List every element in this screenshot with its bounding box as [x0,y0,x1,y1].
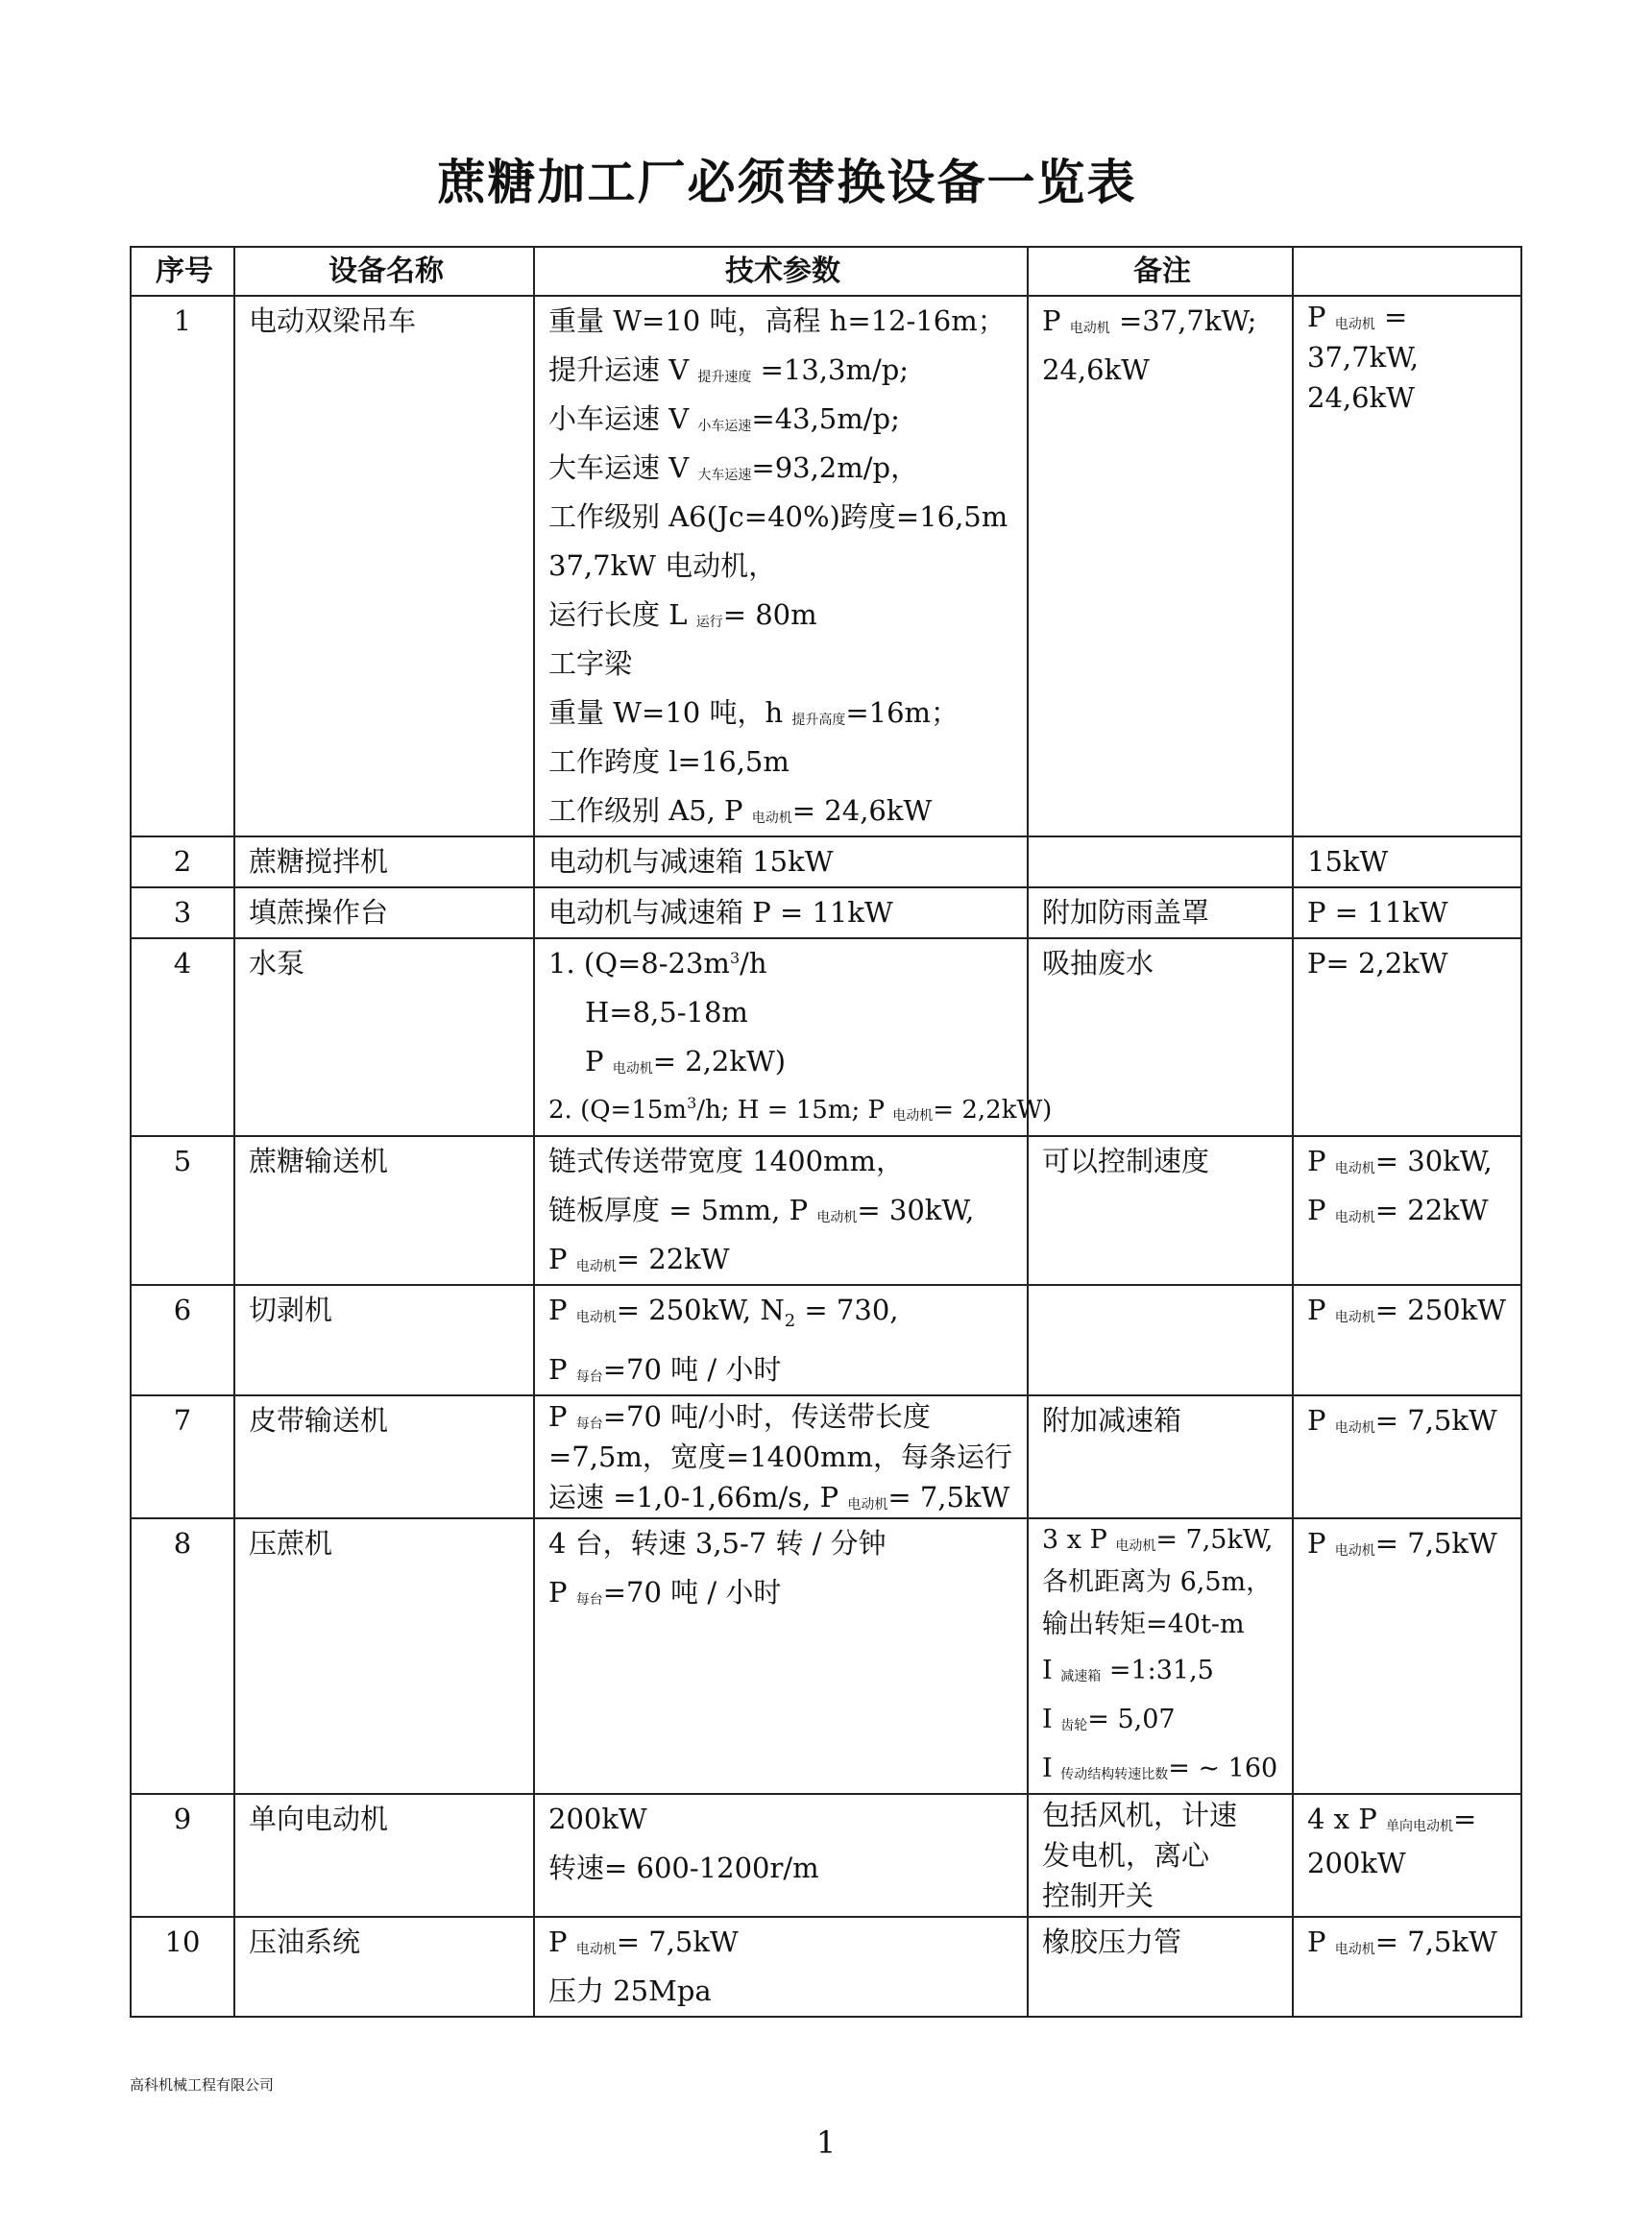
remarks: 3 x P $_{电动机}$= 7,5kW, 各机距离为 6,5m， 输出转矩=40t-m I $_{减速箱}$ =1:31,5 I $_{齿轮}$= 5,07 I $_{传动结构转速比数}$= ~ 160 [1028,1518,1293,1794]
table-row [131,1395,1521,1518]
row-number: 2 [131,836,234,887]
equipment-table [130,246,1522,2018]
company-name: 高科机械工程有限公司 [130,2076,275,2094]
technical-params: P $_{电动机}$= 7,5kW 压力 25Mpa [534,1917,1028,2017]
extra-power: 15kW [1293,836,1521,887]
table-row [131,938,1521,1136]
table-row [131,1794,1521,1917]
equipment-name: 单向电动机 [234,1794,534,1917]
header-equipment-name: 设备名称 [234,247,534,296]
table-row [131,1518,1521,1794]
row-number: 4 [131,938,234,1136]
table-row [131,836,1521,887]
equipment-name: 压油系统 [234,1917,534,2017]
extra-power: P $_{电动机}$= 250kW [1293,1285,1521,1395]
page-number: 1 [815,2124,837,2161]
extra-power: P $_{电动机}$ = 37,7kW, 24,6kW [1293,296,1521,836]
remarks: 可以控制速度 [1028,1136,1293,1285]
row-number: 9 [131,1794,234,1917]
technical-params: 电动机与减速箱 15kW [534,836,1028,887]
remarks: 吸抽废水 [1028,938,1293,1136]
extra-power: P $_{电动机}$= 30kW, P $_{电动机}$= 22kW [1293,1136,1521,1285]
remarks: 附加减速箱 [1028,1395,1293,1518]
param-line: 小车运速 V $_{小车运速}$=43,5m/p; [548,402,900,435]
table-row [131,296,1521,836]
row-number: 3 [131,887,234,938]
row-number: 7 [131,1395,234,1518]
remarks: 橡胶压力管 [1028,1917,1293,2017]
table-row [131,1917,1521,2017]
table-row [131,1136,1521,1285]
remarks: 附加防雨盖罩 [1028,887,1293,938]
row-number: 6 [131,1285,234,1395]
extra-power: P= 2,2kW [1293,938,1521,1136]
table-row [131,1285,1521,1395]
header-extra [1293,247,1521,296]
header-remarks: 备注 [1028,247,1293,296]
row-number: 8 [131,1518,234,1794]
param-line: 工作级别 A5, P $_{电动机}$= 24,6kW [548,794,933,827]
param-line: 重量 W=10 吨，高程 h=12-16m； [548,304,1006,337]
page-title: 蔗糖加工厂必须替换设备一览表 [437,154,1137,210]
table-header-row [131,247,1521,296]
equipment-name: 水泵 [234,938,534,1136]
table-row [131,887,1521,938]
technical-params: P $_{电动机}$= 250kW, $N_2 = 730$, P $_{每台}$=70 吨 / 小时 [534,1285,1028,1395]
equipment-name: 蔗糖搅拌机 [234,836,534,887]
extra-power: 4 x P $_{单向电动机}$= 200kW [1293,1794,1521,1917]
equipment-name: 电动双梁吊车 [234,296,534,836]
remarks: 包括风机，计速 发电机，离心 控制开关 [1028,1794,1293,1917]
equipment-name: 填蔗操作台 [234,887,534,938]
param-line: 工字梁 [548,647,633,680]
extra-power: P $_{电动机}$= 7,5kW [1293,1518,1521,1794]
extra-power: P $_{电动机}$= 7,5kW [1293,1917,1521,2017]
technical-params: 200kW 转速= 600-1200r/m [534,1794,1028,1917]
technical-params [534,296,1028,836]
header-technical-params: 技术参数 [534,247,1028,296]
technical-params: P $_{每台}$=70 吨/小时，传送带长度 =7,5m，宽度=1400mm，每条运行 运速 =1,0-1,66m/s, P $_{电动机}$= 7,5kW [534,1395,1028,1518]
remarks [1028,1285,1293,1395]
remarks: P $_{电动机}$ =37,7kW; 24,6kW [1028,296,1293,836]
equipment-name: 皮带输送机 [234,1395,534,1518]
technical-params: 1. ($Q=8-23m^3/h$ H=8,5-18m P $_{电动机}$= 2,2kW) 2. ($Q=15m^3/h$; H = 15m; P $_{电动机}$= 2,2kW) [534,938,1028,1136]
header-no: 序号 [131,247,234,296]
technical-params: 链式传送带宽度 1400mm， 链板厚度 = 5mm, P $_{电动机}$= 30kW, P $_{电动机}$= 22kW [534,1136,1028,1285]
param-line: 运行长度 L $_{运行}$= 80m [548,598,817,631]
param-line: 重量 W=10 吨，h $_{提升高度}$=16m； [548,696,960,729]
equipment-name: 蔗糖输送机 [234,1136,534,1285]
param-line: 工作跨度 l=16,5m [548,745,790,778]
param-line: 37,7kW 电动机， [548,549,777,582]
remarks [1028,836,1293,887]
equipment-name: 切剥机 [234,1285,534,1395]
param-line: 大车运速 V $_{大车运速}$=93,2m/p， [548,451,919,484]
param-line: 提升运速 V $_{提升速度}$ =13,3m/p; [548,353,910,386]
row-number: 1 [131,296,234,836]
param-line: 工作级别 A6(Jc=40%)跨度=16,5m [548,500,1008,533]
extra-power: P = 11kW [1293,887,1521,938]
technical-params: 4 台，转速 3,5-7 转 / 分钟 P $_{每台}$=70 吨 / 小时 [534,1518,1028,1794]
row-number: 10 [131,1917,234,2017]
extra-power: P $_{电动机}$= 7,5kW [1293,1395,1521,1518]
equipment-name: 压蔗机 [234,1518,534,1794]
row-number: 5 [131,1136,234,1285]
technical-params: 电动机与减速箱 P = 11kW [534,887,1028,938]
